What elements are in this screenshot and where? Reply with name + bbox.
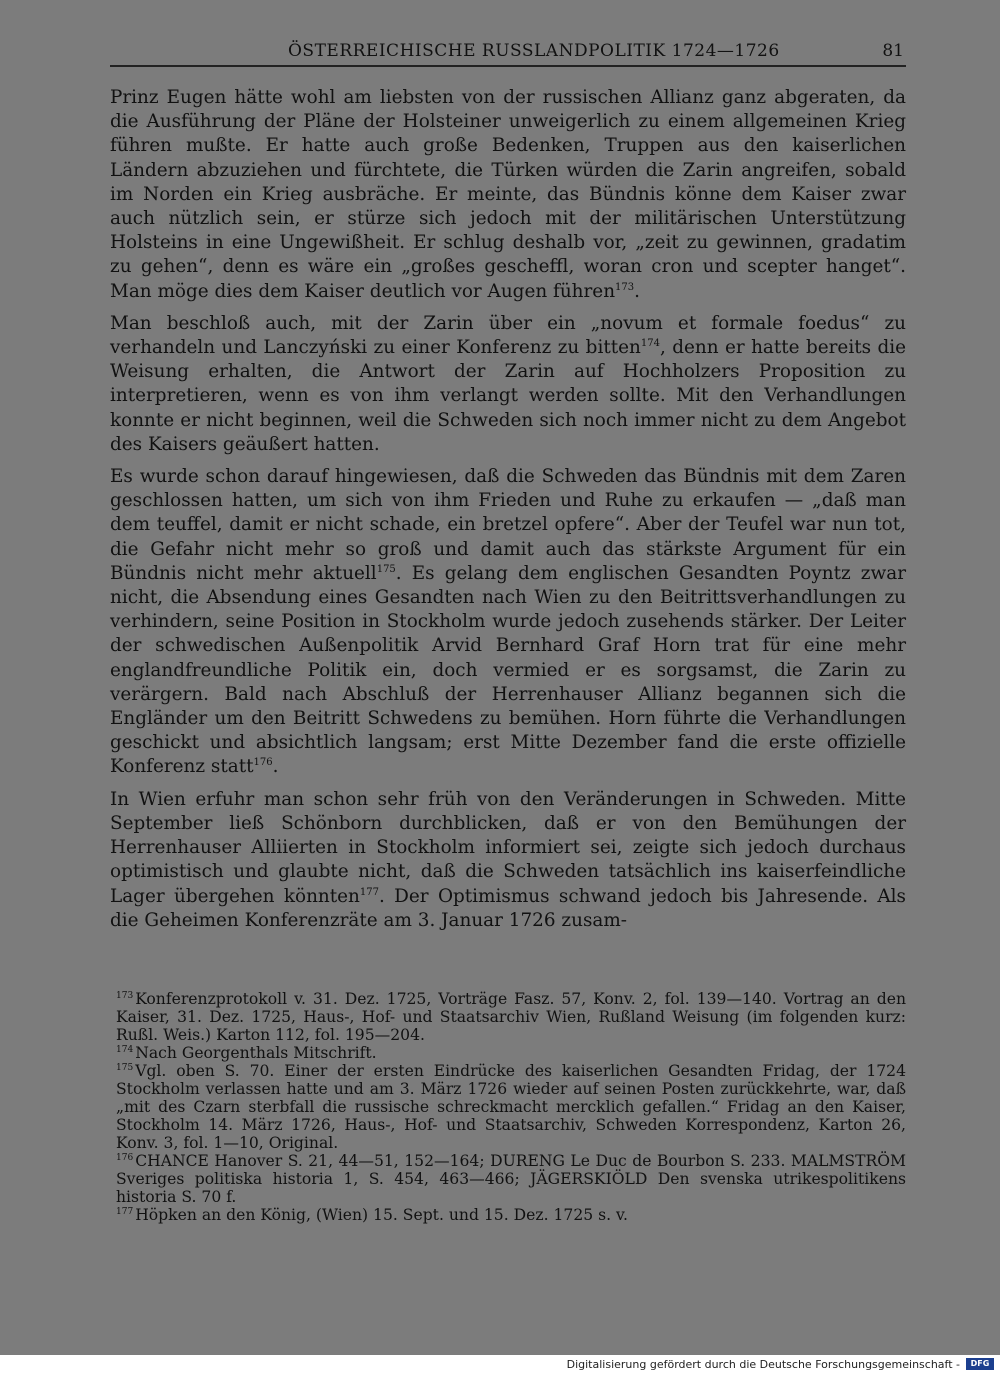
footnote-text: Höpken an den König, (Wien) 15. Sept. und 15. Dez. 1725 s. v. — [135, 1206, 628, 1224]
footnote-reference: 175 — [376, 563, 396, 575]
body-paragraph — [110, 465, 906, 780]
paragraph-text: . Der Optimismus schwand jedoch bis Jahresende. Als die Geheimen Konferenzräte am 3. Januar 1726 zusam- — [110, 885, 907, 931]
footnote — [116, 990, 906, 1044]
body-text — [110, 86, 906, 941]
footnote-number: 176 — [116, 1152, 134, 1163]
footnote-reference: 176 — [253, 757, 273, 769]
footnote-text: Vgl. oben S. 70. Einer der ersten Eindrücke des kaiserlichen Gesandten Fridag, der 1724 Stockholm verlassen hatte und am 3. März 1726 wieder auf seinen Posten zurückkehrte, war, daß „mit des Czarn sterbfall die russische schreckmacht mercklich gefallen.“ Fridag an den Kaiser, Stockholm 14. März 1726, Haus-, Hof- und Staatsarchiv, Schweden Korrespondenz, Karton 26, Konv. 3, fol. 1—10, Original. — [116, 1062, 906, 1152]
footnote-text: CHANCE Hanover S. 21, 44—51, 152—164; DURENG Le Duc de Bourbon S. 233. MALMSTRÖM Sveriges politiska historia 1, S. 454, 463—466; JÄGERSKIÖLD Den svenska utrikespolitikens historia S. 70 f. — [116, 1152, 906, 1206]
paragraph-text: . — [272, 756, 279, 778]
footnote-reference: 177 — [359, 886, 379, 898]
footnotes — [116, 990, 906, 1224]
body-paragraph — [110, 86, 906, 304]
footnote-reference: 174 — [640, 337, 660, 349]
footnote-text: Konferenzprotokoll v. 31. Dez. 1725, Vorträge Fasz. 57, Konv. 2, fol. 139—140. Vortrag an den Kaiser, 31. Dez. 1725, Haus-, Hof- und Staatsarchiv Wien, Rußland Weisung (im folgenden kurz: Rußl. Weis.) Karton 112, fol. 195—204. — [116, 990, 906, 1044]
paragraph-text: In Wien erfuhr man schon sehr früh von den Veränderungen in Schweden. Mitte September ließ Schönborn durchblicken, daß er von den Bemühungen der Herrenhauser Alliierten in Stockholm informiert sei, zeigte sich jedoch durchaus optimistisch und glaubte nicht, daß die Schweden tatsächlich ins kaiserfeindliche Lager übergehen könnten — [110, 788, 906, 907]
footnote — [116, 1044, 906, 1062]
dfg-logo: DFG — [966, 1358, 994, 1370]
header-title: ÖSTERREICHISCHE RUSSLANDPOLITIK 1724—1726 — [288, 41, 780, 61]
page-number: 81 — [882, 41, 904, 61]
paragraph-text: Es wurde schon darauf hingewiesen, daß die Schweden das Bündnis mit dem Zaren geschlossen hatten, um sich von ihm Frieden und Ruhe zu erkaufen — „daß man dem teuffel, damit er nicht schade, ein bretzel opfere“. Aber der Teufel war nun tot, die Gefahr nicht mehr so groß und damit auch das stärkste Argument für ein Bündnis nicht mehr aktuell — [110, 466, 906, 584]
footnote — [116, 1062, 906, 1152]
paragraph-text: , denn er hatte bereits die Weisung erhalten, die Antwort der Zarin auf Hochholzers Proposition zu interpretieren, wenn es von ihm verlangt werden sollte. Mit den Verhandlungen konnte er nicht beginnen, weil die Schweden sich noch immer nicht zu dem Angebot des Kaisers geäußert hatten. — [110, 337, 906, 455]
paragraph-text: Man beschloß auch, mit der Zarin über ein „novum et formale foedus“ zu verhandeln und Lanczyński zu einer Konferenz zu bitten — [110, 312, 906, 359]
running-header — [110, 41, 906, 67]
footnote — [116, 1206, 906, 1224]
body-paragraph — [110, 788, 906, 933]
footnote-number: 175 — [116, 1062, 134, 1073]
dfg-credit-bar — [0, 1355, 1000, 1374]
paragraph-text: Prinz Eugen hätte wohl am liebsten von der russischen Allianz ganz abgeraten, da die Ausführung der Pläne der Holsteiner unweigerlich zu einem allgemeinen Krieg führen mußte. Er hatte auch große Bedenken, Truppen aus den kaiserlichen Ländern abzuziehen und fürchtete, die Türken würden die Zarin angreifen, sobald im Norden ein Krieg ausbräche. Er meinte, das Bündnis könne dem Kaiser zwar auch nützlich sein, er stürze sich jedoch mit der militärischen Unterstützung Holsteins in eine Ungewißheit. Er schlug deshalb vor, „zeit zu gewinnen, gradatim zu gehen“, denn es wäre ein „großes gescheffl, woran cron und scepter hanget“. Man möge dies dem Kaiser deutlich vor Augen führen — [110, 87, 906, 302]
footnote — [116, 1152, 906, 1206]
footnote-number: 174 — [116, 1044, 134, 1055]
footnote-reference: 173 — [615, 281, 635, 293]
paragraph-text: . Es gelang dem englischen Gesandten Poyntz zwar nicht, die Absendung eines Gesandten nach Wien zu den Beitrittsverhandlungen zu verhindern, seine Position in Stockholm wurde jedoch zusehends stärker. Der Leiter der schwedischen Außenpolitik Arvid Bernhard Graf Horn trat für eine mehr englandfreundliche Politik ein, doch vermied er es sorgsamst, die Zarin zu verärgern. Bald nach Abschluß der Herrenhauser Allianz begannen sich die Engländer um den Beitritt Schwedens zu bemühen. Horn führte die Verhandlungen geschickt und absichtlich langsam; erst Mitte Dezember fand die erste offizielle Konferenz statt — [110, 562, 906, 778]
footnote-number: 177 — [116, 1206, 134, 1217]
body-paragraph — [110, 312, 906, 457]
footnote-number: 173 — [116, 990, 134, 1001]
footnote-text: Nach Georgenthals Mitschrift. — [135, 1044, 377, 1062]
paragraph-text: . — [634, 280, 640, 302]
dfg-credit-text: Digitalisierung gefördert durch die Deutsche Forschungsgemeinschaft - — [566, 1358, 960, 1371]
